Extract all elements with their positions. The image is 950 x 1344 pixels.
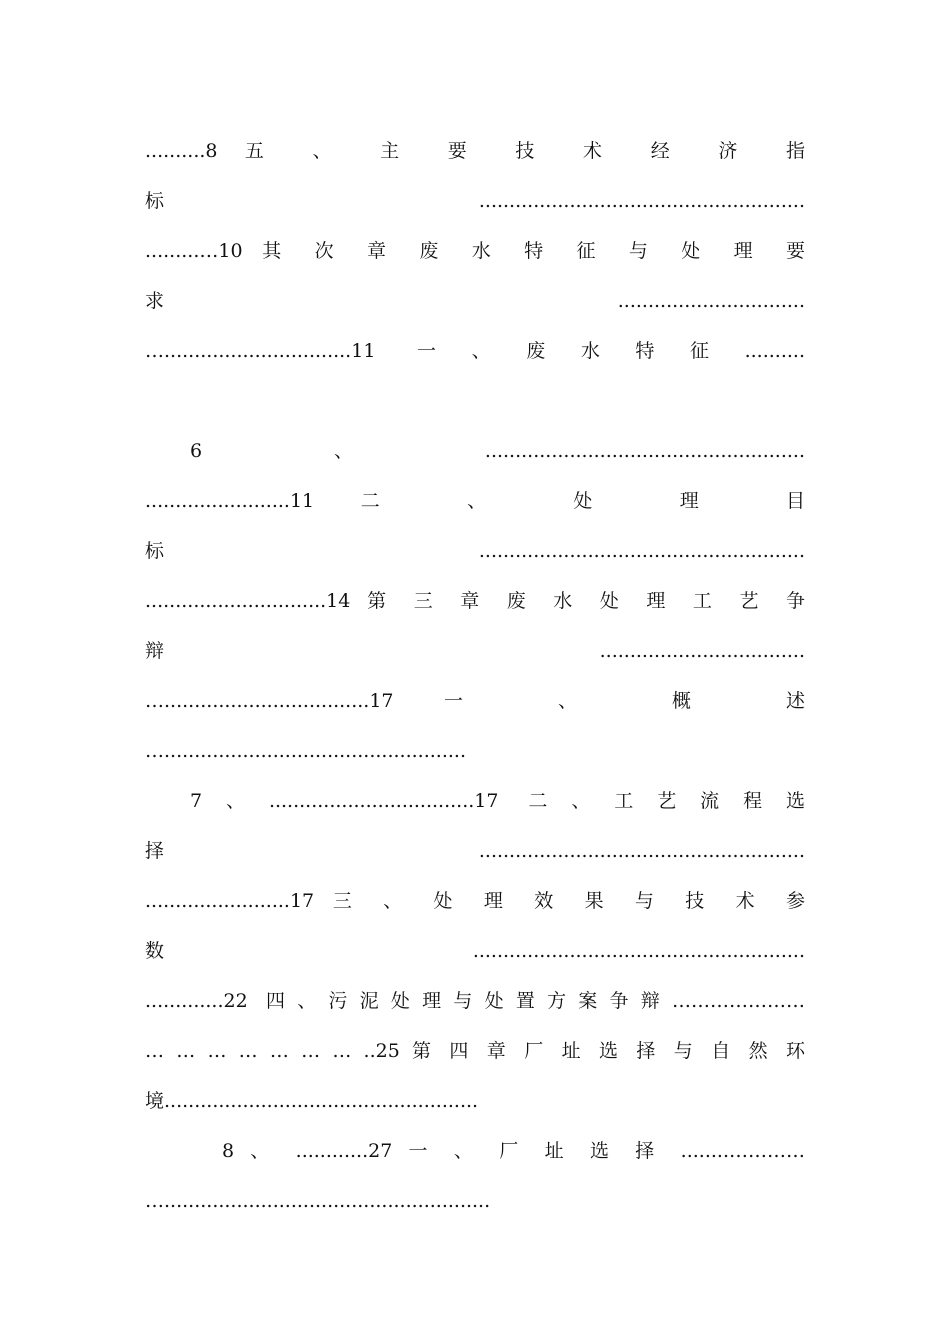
toc-line: ............................... xyxy=(617,290,805,312)
toc-line: 7、..................................17 二、工艺流程选 xyxy=(190,790,805,812)
toc-line: .........…10 其 次 章 废 水 特 征 与 处 理 要 xyxy=(145,240,805,262)
toc-line: 辩 xyxy=(145,640,165,662)
toc-line: 8 、 ............27 一 、 厂 址 选 择 ........………… xyxy=(222,1140,805,1162)
toc-line: 标...................................................... xyxy=(145,190,805,212)
toc-line: ….................................................. xyxy=(145,740,466,762)
toc-line: ........................17 三 、 处 理 效 果 与 技 术 参 xyxy=(145,890,805,912)
toc-line: …..................................17 一 、 概 述 xyxy=(145,690,805,712)
toc-line: 择...................................................... xyxy=(145,840,805,862)
toc-line: …...............................11 一、废水特征.......... xyxy=(145,340,805,362)
toc-line: 6、..................................................... xyxy=(190,440,805,462)
toc-line: .................................. xyxy=(599,640,805,662)
toc-line: … … … … … … … ..25 第 四 章 厂 址 选 择 与 自 然 环 xyxy=(145,1040,805,1062)
toc-line: 标...................................................... xyxy=(145,540,805,562)
toc-line: ..............................14 第 三 章 废 水 处 理 工 艺 争 xyxy=(145,590,805,612)
toc-line: …...................................................... xyxy=(145,1190,491,1212)
toc-line: ..........8 五 、 主 要 技 术 经 济 指 xyxy=(145,140,805,162)
toc-line: 求 xyxy=(145,290,165,312)
toc-line: ........................11 二 、 处 理 目 xyxy=(145,490,805,512)
toc-line: .............22 四、污泥处理与处置方案争辩………………… xyxy=(145,990,805,1012)
toc-line: 数....................................................... xyxy=(145,940,805,962)
toc-line: 境.................................................... xyxy=(145,1090,479,1112)
